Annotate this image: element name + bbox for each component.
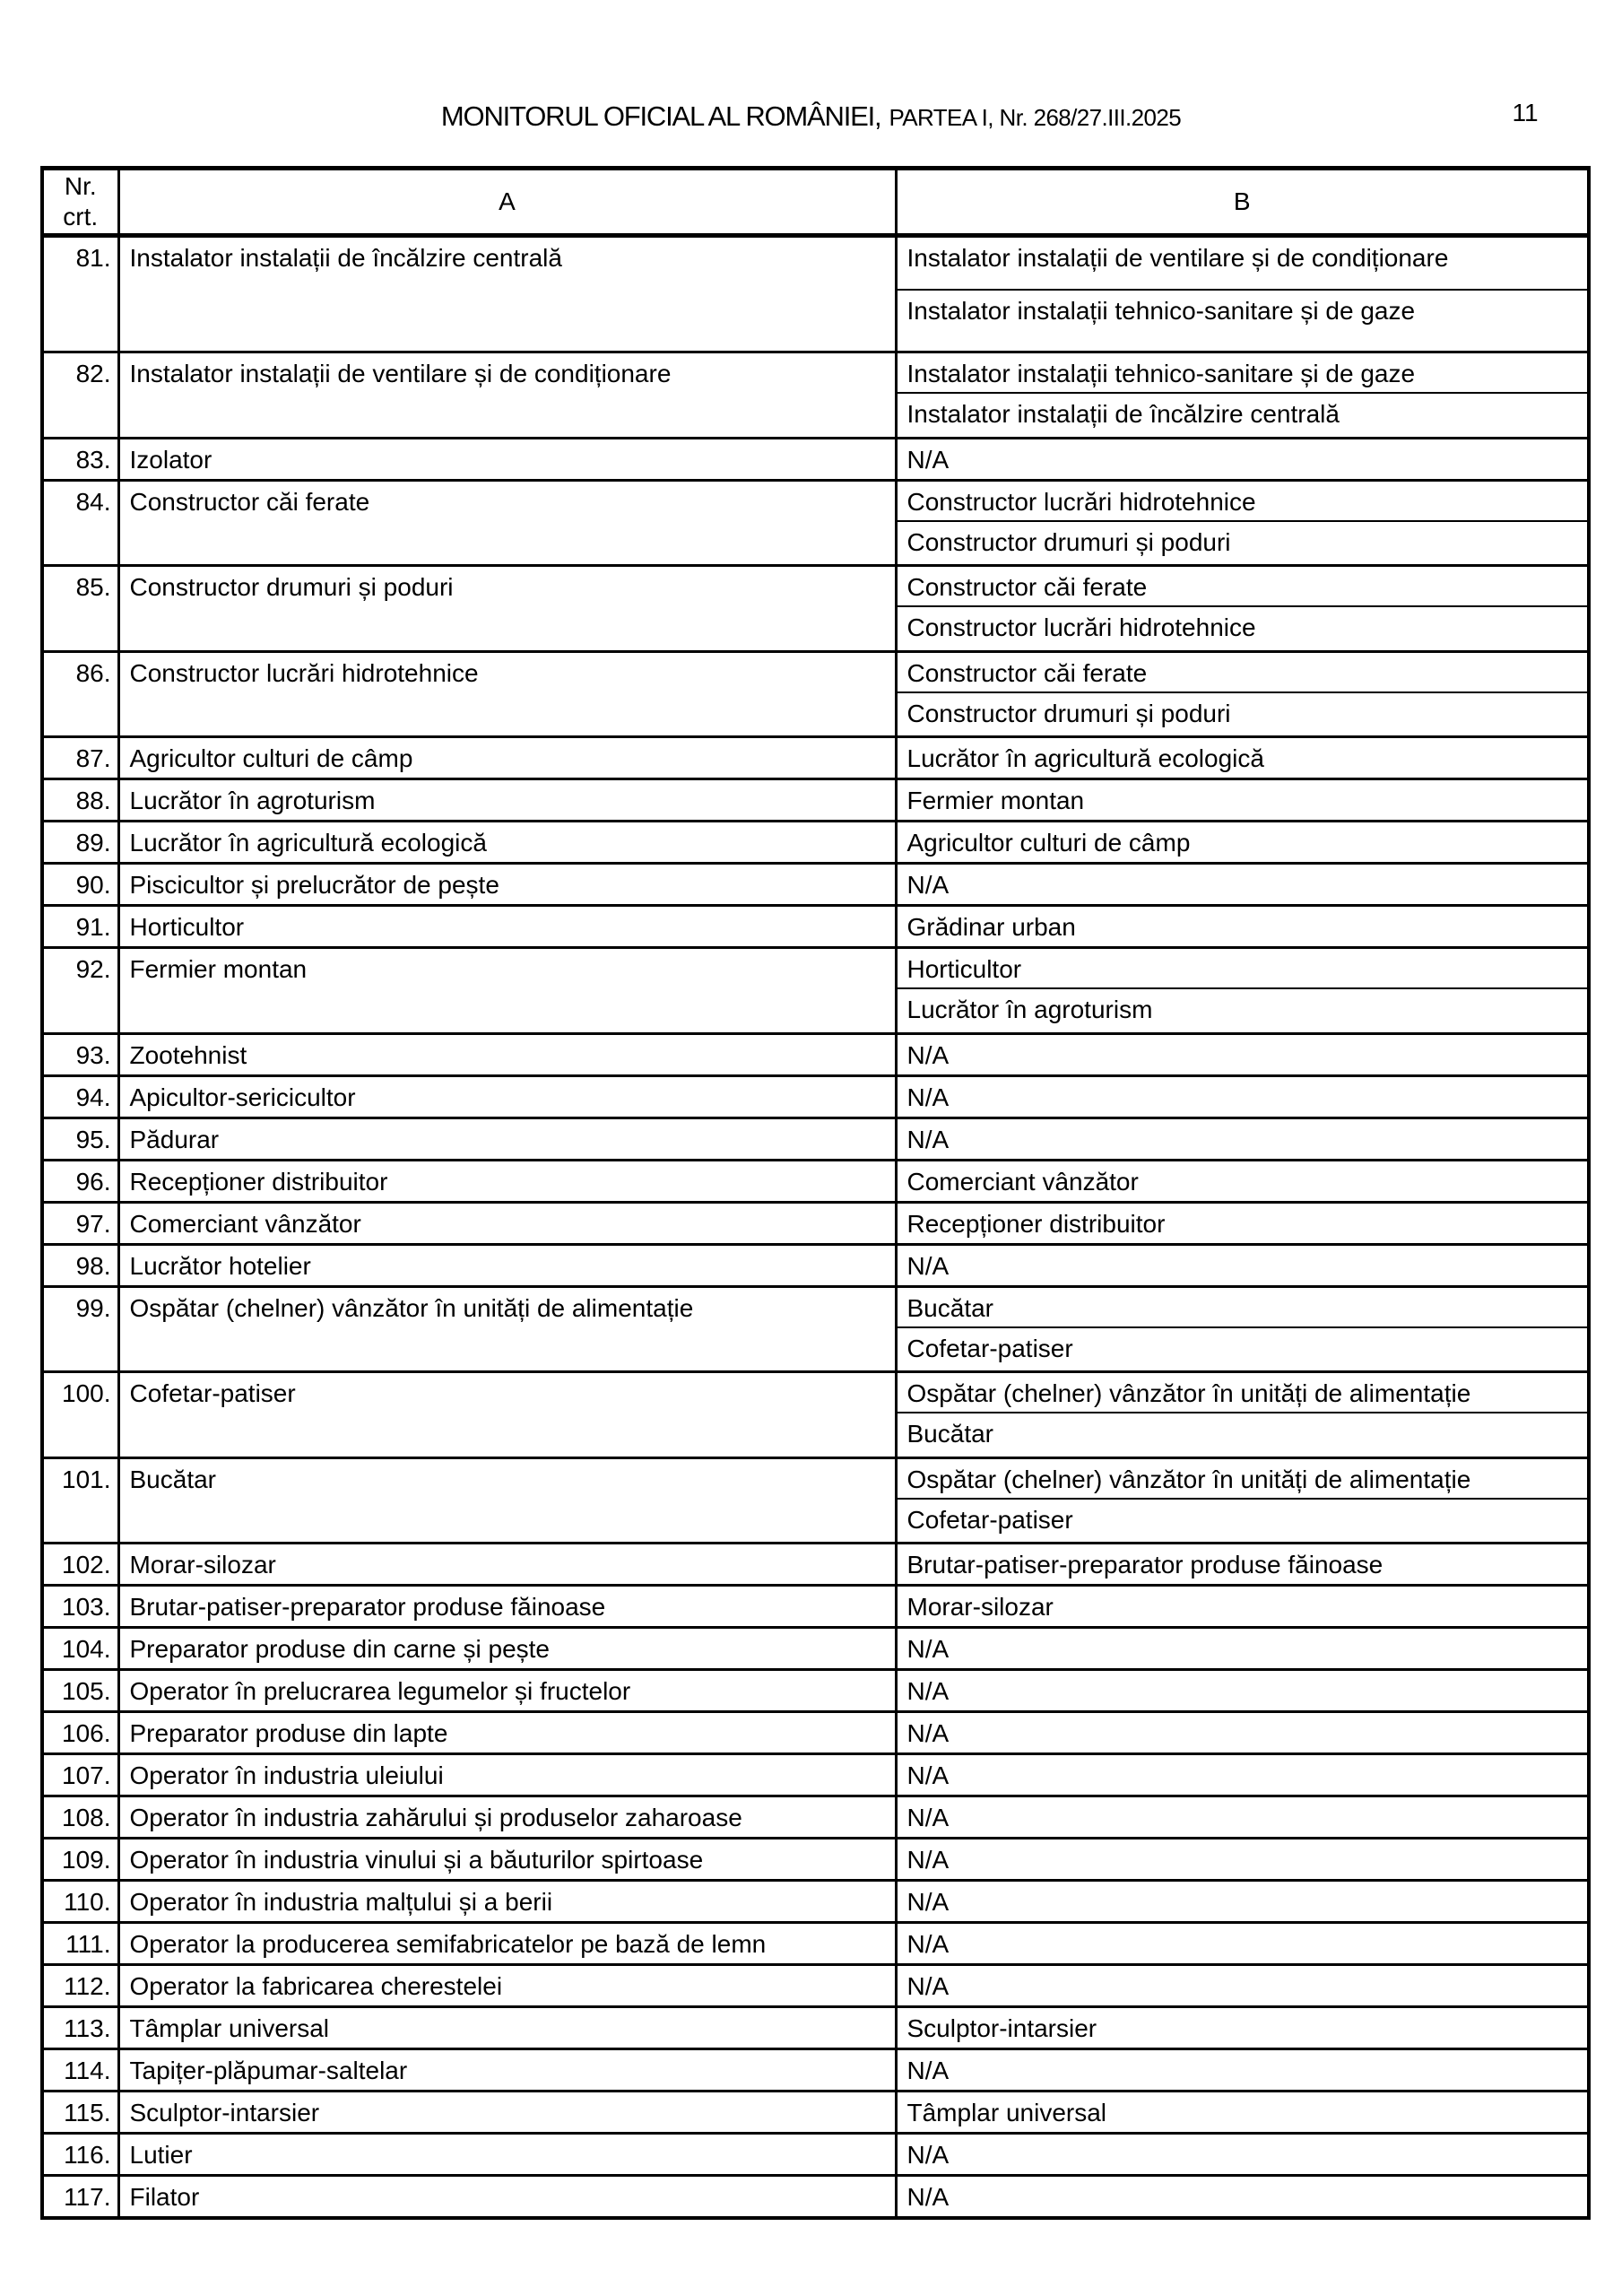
- header-row: [42, 169, 1589, 236]
- table-row: [42, 1881, 1589, 1923]
- row-number-cell: 90.: [42, 864, 118, 906]
- column-a-cell: Preparator produse din carne și pește: [118, 1628, 896, 1670]
- row-number-cell: 96.: [42, 1160, 118, 1202]
- column-b-cell: N/A: [896, 1118, 1589, 1160]
- table-row: [42, 2092, 1589, 2134]
- column-b-cell: Ospătar (chelner) vânzător în unități de alimentație: [896, 1457, 1589, 1499]
- column-a-cell: Constructor lucrări hidrotehnice: [118, 651, 896, 737]
- row-number-cell: 106.: [42, 1712, 118, 1754]
- row-number-cell: 93.: [42, 1033, 118, 1075]
- column-a-cell: Tâmplar universal: [118, 2007, 896, 2049]
- row-number-cell: 85.: [42, 566, 118, 652]
- column-b-cell: N/A: [896, 1712, 1589, 1754]
- running-head: [0, 100, 1622, 138]
- column-a-cell: Recepționer distribuitor: [118, 1160, 896, 1202]
- column-b-cell: Lucrător în agricultură ecologică: [896, 737, 1589, 779]
- table-row: [42, 1244, 1589, 1286]
- table-row: [42, 906, 1589, 948]
- column-b-cell: N/A: [896, 1628, 1589, 1670]
- column-b-cell: Grădinar urban: [896, 906, 1589, 948]
- table-row: [42, 438, 1589, 480]
- row-number-cell: 115.: [42, 2092, 118, 2134]
- column-a-cell: Constructor căi ferate: [118, 480, 896, 566]
- column-b-cell: N/A: [896, 1881, 1589, 1923]
- header-column-a: A: [118, 169, 896, 236]
- table-row: [42, 1923, 1589, 1965]
- row-number-cell: 116.: [42, 2134, 118, 2176]
- table-row: [42, 651, 1589, 692]
- table-row: [42, 566, 1589, 607]
- column-b-cell: N/A: [896, 1923, 1589, 1965]
- table-head: [42, 169, 1589, 236]
- column-a-cell: Lutier: [118, 2134, 896, 2176]
- column-b-cell: Constructor căi ferate: [896, 651, 1589, 692]
- column-b-cell: Cofetar-patiser: [896, 1327, 1589, 1372]
- row-number-cell: 91.: [42, 906, 118, 948]
- column-b-cell: N/A: [896, 2049, 1589, 2092]
- column-b-cell: Fermier montan: [896, 779, 1589, 822]
- column-a-cell: Filator: [118, 2176, 896, 2218]
- row-number-cell: 87.: [42, 737, 118, 779]
- row-number-cell: 107.: [42, 1754, 118, 1796]
- table-row: [42, 1712, 1589, 1754]
- row-number-cell: 113.: [42, 2007, 118, 2049]
- column-a-cell: Operator în industria malțului și a berii: [118, 1881, 896, 1923]
- column-a-cell: Apicultor-sericicultor: [118, 1075, 896, 1118]
- table-row: [42, 1202, 1589, 1244]
- row-number-cell: 82.: [42, 352, 118, 439]
- table-row: [42, 2134, 1589, 2176]
- column-b-cell: Instalator instalații tehnico-sanitare și de gaze: [896, 290, 1589, 352]
- column-a-cell: Operator la fabricarea cherestelei: [118, 1965, 896, 2007]
- row-number-cell: 97.: [42, 1202, 118, 1244]
- column-b-cell: Tâmplar universal: [896, 2092, 1589, 2134]
- table-row: [42, 1075, 1589, 1118]
- occupations-table: [40, 166, 1591, 2220]
- column-a-cell: Lucrător hotelier: [118, 1244, 896, 1286]
- row-number-cell: 99.: [42, 1286, 118, 1372]
- column-b-cell: N/A: [896, 1033, 1589, 1075]
- column-a-cell: Lucrător în agricultură ecologică: [118, 822, 896, 864]
- column-b-cell: Constructor drumuri și poduri: [896, 692, 1589, 737]
- row-number-cell: 111.: [42, 1923, 118, 1965]
- column-b-cell: N/A: [896, 1796, 1589, 1839]
- column-b-cell: N/A: [896, 2176, 1589, 2218]
- table-row: [42, 1754, 1589, 1796]
- column-b-cell: Constructor lucrări hidrotehnice: [896, 480, 1589, 521]
- table-row: [42, 1586, 1589, 1628]
- header-column-b: B: [896, 169, 1589, 236]
- column-b-cell: N/A: [896, 1670, 1589, 1712]
- column-a-cell: Pădurar: [118, 1118, 896, 1160]
- column-a-cell: Instalator instalații de ventilare și de condiționare: [118, 352, 896, 439]
- column-a-cell: Operator la producerea semifabricatelor pe bază de lemn: [118, 1923, 896, 1965]
- table-row: [42, 352, 1589, 394]
- column-b-cell: N/A: [896, 438, 1589, 480]
- row-number-cell: 86.: [42, 651, 118, 737]
- publication-issue: PARTEA I, Nr. 268/27.III.2025: [889, 104, 1182, 131]
- row-number-cell: 108.: [42, 1796, 118, 1839]
- table-row: [42, 2176, 1589, 2218]
- table-row: [42, 2049, 1589, 2092]
- row-number-cell: 81.: [42, 236, 118, 352]
- column-b-cell: N/A: [896, 1839, 1589, 1881]
- column-b-cell: Instalator instalații tehnico-sanitare și de gaze: [896, 352, 1589, 394]
- row-number-cell: 88.: [42, 779, 118, 822]
- column-a-cell: Fermier montan: [118, 948, 896, 1034]
- column-a-cell: Operator în industria uleiului: [118, 1754, 896, 1796]
- row-number-cell: 117.: [42, 2176, 118, 2218]
- row-number-cell: 104.: [42, 1628, 118, 1670]
- row-number-cell: 89.: [42, 822, 118, 864]
- table-row: [42, 1544, 1589, 1586]
- column-b-cell: Instalator instalații de ventilare și de condiționare: [896, 236, 1589, 290]
- column-a-cell: Lucrător în agroturism: [118, 779, 896, 822]
- column-a-cell: Brutar-patiser-preparator produse făinoase: [118, 1586, 896, 1628]
- column-a-cell: Cofetar-patiser: [118, 1372, 896, 1458]
- row-number-cell: 109.: [42, 1839, 118, 1881]
- row-number-cell: 103.: [42, 1586, 118, 1628]
- column-b-cell: Cofetar-patiser: [896, 1499, 1589, 1544]
- publication-title: MONITORUL OFICIAL AL ROMÂNIEI,: [440, 100, 881, 132]
- column-a-cell: Agricultor culturi de câmp: [118, 737, 896, 779]
- table-row: [42, 1457, 1589, 1499]
- table-row: [42, 1839, 1589, 1881]
- column-b-cell: Ospătar (chelner) vânzător în unități de alimentație: [896, 1372, 1589, 1413]
- table-row: [42, 1372, 1589, 1413]
- row-number-cell: 100.: [42, 1372, 118, 1458]
- row-number-cell: 83.: [42, 438, 118, 480]
- header-nr-crt: [42, 169, 118, 236]
- row-number-cell: 98.: [42, 1244, 118, 1286]
- column-b-cell: Bucătar: [896, 1286, 1589, 1327]
- column-b-cell: Constructor drumuri și poduri: [896, 521, 1589, 566]
- table-row: [42, 779, 1589, 822]
- row-number-cell: 95.: [42, 1118, 118, 1160]
- column-a-cell: Preparator produse din lapte: [118, 1712, 896, 1754]
- column-b-cell: N/A: [896, 2134, 1589, 2176]
- column-a-cell: Izolator: [118, 438, 896, 480]
- table-row: [42, 1796, 1589, 1839]
- column-b-cell: N/A: [896, 1965, 1589, 2007]
- table-row: [42, 480, 1589, 521]
- row-number-cell: 94.: [42, 1075, 118, 1118]
- column-a-cell: Constructor drumuri și poduri: [118, 566, 896, 652]
- column-a-cell: Zootehnist: [118, 1033, 896, 1075]
- header-nr-line2: crt.: [63, 203, 99, 230]
- column-b-cell: Instalator instalații de încălzire centrală: [896, 393, 1589, 438]
- row-number-cell: 105.: [42, 1670, 118, 1712]
- column-b-cell: Sculptor-intarsier: [896, 2007, 1589, 2049]
- column-b-cell: Constructor lucrări hidrotehnice: [896, 606, 1589, 651]
- occupations-tbody: [42, 236, 1589, 2218]
- column-a-cell: Bucătar: [118, 1457, 896, 1544]
- column-b-cell: Comerciant vânzător: [896, 1160, 1589, 1202]
- table-row: [42, 1160, 1589, 1202]
- column-a-cell: Morar-silozar: [118, 1544, 896, 1586]
- column-a-cell: Operator în prelucrarea legumelor și fructelor: [118, 1670, 896, 1712]
- column-b-cell: Brutar-patiser-preparator produse făinoase: [896, 1544, 1589, 1586]
- page-number: 11: [1512, 99, 1539, 126]
- table-row: [42, 1965, 1589, 2007]
- column-b-cell: Morar-silozar: [896, 1586, 1589, 1628]
- column-a-cell: Operator în industria zahărului și produselor zaharoase: [118, 1796, 896, 1839]
- column-b-cell: N/A: [896, 1244, 1589, 1286]
- column-b-cell: Lucrător în agroturism: [896, 988, 1589, 1033]
- table-row: [42, 1033, 1589, 1075]
- column-b-cell: N/A: [896, 1075, 1589, 1118]
- table-row: [42, 864, 1589, 906]
- column-a-cell: Sculptor-intarsier: [118, 2092, 896, 2134]
- table-row: [42, 1670, 1589, 1712]
- table-row: [42, 822, 1589, 864]
- column-b-cell: Agricultor culturi de câmp: [896, 822, 1589, 864]
- row-number-cell: 92.: [42, 948, 118, 1034]
- column-a-cell: Comerciant vânzător: [118, 1202, 896, 1244]
- table-row: [42, 1118, 1589, 1160]
- column-a-cell: Ospătar (chelner) vânzător în unități de alimentație: [118, 1286, 896, 1372]
- header-nr-line1: Nr.: [64, 172, 97, 200]
- column-b-cell: Bucătar: [896, 1413, 1589, 1457]
- row-number-cell: 114.: [42, 2049, 118, 2092]
- row-number-cell: 84.: [42, 480, 118, 566]
- column-a-cell: Horticultor: [118, 906, 896, 948]
- column-b-cell: Constructor căi ferate: [896, 566, 1589, 607]
- row-number-cell: 110.: [42, 1881, 118, 1923]
- table-row: [42, 1286, 1589, 1327]
- row-number-cell: 112.: [42, 1965, 118, 2007]
- column-a-cell: Instalator instalații de încălzire centrală: [118, 236, 896, 352]
- table-row: [42, 236, 1589, 290]
- column-b-cell: Recepționer distribuitor: [896, 1202, 1589, 1244]
- column-b-cell: N/A: [896, 864, 1589, 906]
- column-b-cell: N/A: [896, 1754, 1589, 1796]
- column-a-cell: Piscicultor și prelucrător de pește: [118, 864, 896, 906]
- table-row: [42, 737, 1589, 779]
- row-number-cell: 102.: [42, 1544, 118, 1586]
- table-row: [42, 948, 1589, 989]
- column-a-cell: Tapițer-plăpumar-saltelar: [118, 2049, 896, 2092]
- table-row: [42, 2007, 1589, 2049]
- row-number-cell: 101.: [42, 1457, 118, 1544]
- column-b-cell: Horticultor: [896, 948, 1589, 989]
- column-a-cell: Operator în industria vinului și a băuturilor spirtoase: [118, 1839, 896, 1881]
- table-row: [42, 1628, 1589, 1670]
